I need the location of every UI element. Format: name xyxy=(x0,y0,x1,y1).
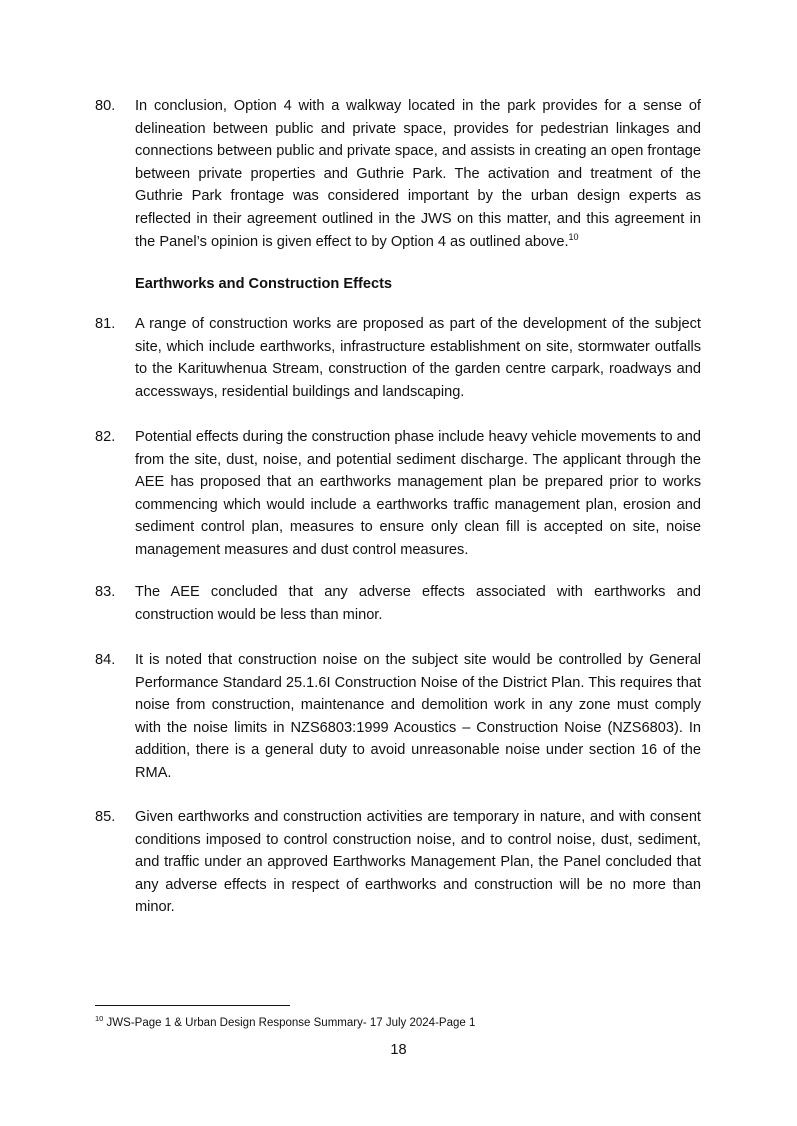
paragraph-text xyxy=(135,95,701,253)
paragraph-number: 80. xyxy=(95,98,116,114)
paragraph-number: 82. xyxy=(95,429,116,445)
paragraph-number: 81. xyxy=(95,316,116,332)
paragraph-number: 84. xyxy=(95,652,116,668)
footnote-reference[interactable]: 10 xyxy=(568,231,579,242)
page-number: 18 xyxy=(390,1042,407,1058)
paragraph-text: A range of construction works are proposed as part of the development of the subject site, which include earthworks, infrastructure establishment on site, stormwater outfalls to the Karituwhenua Stream, construction of the garden centre carpark, roadways and accessways, residential buildings and landscaping. xyxy=(135,316,701,400)
paragraph-81 xyxy=(95,313,701,403)
footnote-separator xyxy=(95,1005,290,1006)
paragraph-text: The AEE concluded that any adverse effects associated with earthworks and construction would be less than minor. xyxy=(135,584,701,623)
section-heading: Earthworks and Construction Effects xyxy=(135,276,393,292)
paragraph-text: It is noted that construction noise on the subject site would be controlled by General Performance Standard 25.1.6I Construction Noise of the District Plan. This requires that noise from construction, maintenance and demolition work in any zone must comply with the noise limits in NZS6803:1999 Acoustics – Construction Noise (NZS6803). In addition, there is a general duty to avoid unreasonable noise under section 16 of the RMA. xyxy=(135,652,701,781)
paragraph-84 xyxy=(95,649,701,785)
paragraph-83 xyxy=(95,581,701,626)
footnote xyxy=(95,1015,475,1031)
paragraph-80-text: In conclusion, Option 4 with a walkway located in the park provides for a sense of delineation between public and private space, provides for pedestrian linkages and connections between public and private space, and assists in creating an open frontage between private properties and Guthrie Park. The activation and treatment of the Guthrie Park frontage was considered important by the urban design experts as reflected in their agreement outlined in the JWS on this matter, and this agreement in the Panel’s opinion is given effect to by Option 4 as outlined above. xyxy=(135,98,701,250)
paragraph-82 xyxy=(95,426,701,562)
footnote-text: JWS-Page 1 & Urban Design Response Summary- 17 July 2024-Page 1 xyxy=(103,1017,476,1029)
footnote-marker: 10 xyxy=(95,1014,104,1024)
paragraph-number: 83. xyxy=(95,584,116,600)
paragraph-text: Given earthworks and construction activities are temporary in nature, and with consent conditions imposed to control construction noise, and to control noise, dust, sediment, and traffic under an approved Earthworks Management Plan, the Panel concluded that any adverse effects in respect of earthworks and construction will be no more than minor. xyxy=(135,809,701,916)
paragraph-text: Potential effects during the construction phase include heavy vehicle movements to and from the site, dust, noise, and potential sediment discharge. The applicant through the AEE has proposed that an earthworks management plan be prepared prior to works commencing which would include a earthworks traffic management plan, erosion and sediment control plan, measures to ensure only clean fill is accepted on site, noise management measures and dust control measures. xyxy=(135,429,701,558)
paragraph-number: 85. xyxy=(95,809,116,825)
paragraph-85 xyxy=(95,806,701,919)
paragraph-80 xyxy=(95,95,701,253)
